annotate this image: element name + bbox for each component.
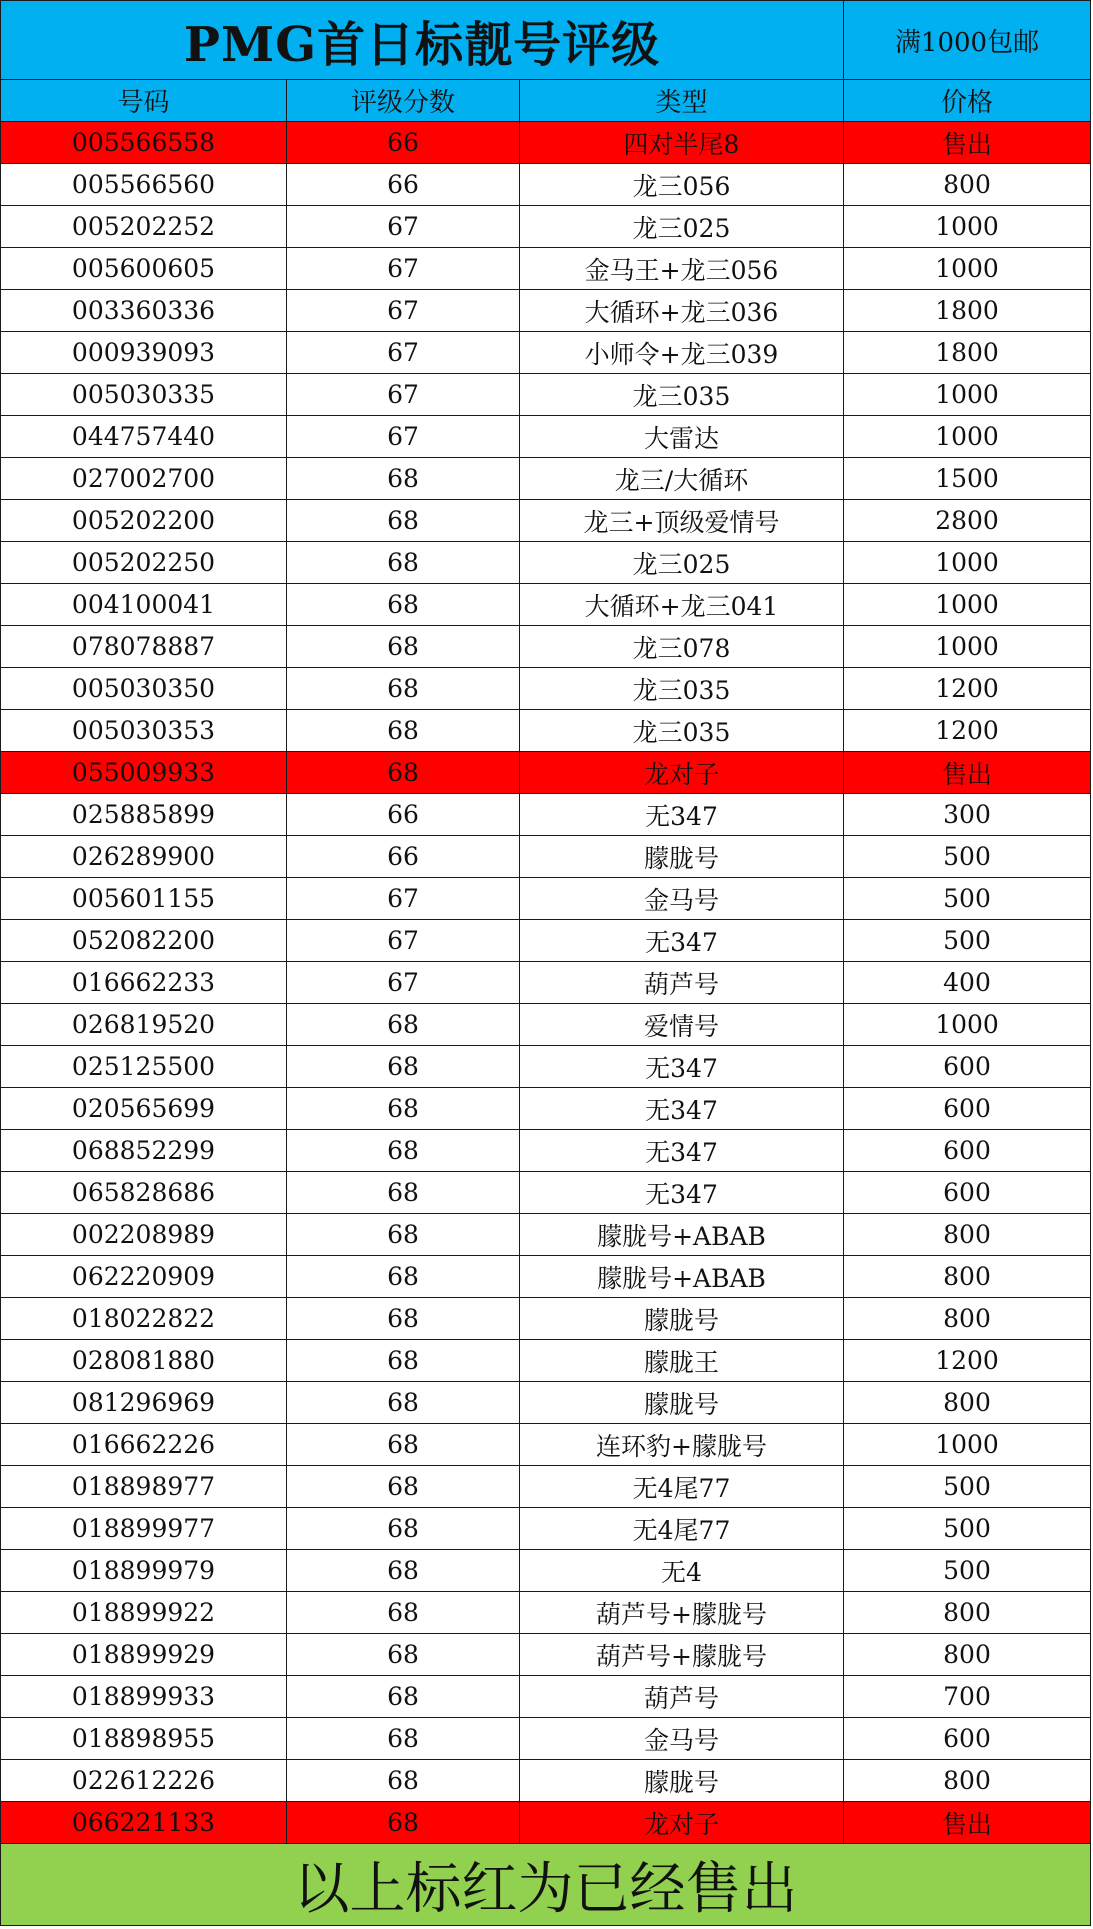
sold-legend-note: 以上标红为已经售出: [1, 1844, 1091, 1926]
cell-rating-score: 68: [287, 1298, 520, 1340]
cell-price: 600: [844, 1088, 1091, 1130]
cell-price: 1000: [844, 416, 1091, 458]
cell-phone-number: 005566558: [1, 122, 287, 164]
table-row: [1, 1214, 1091, 1256]
cell-price: 500: [844, 1466, 1091, 1508]
cell-rating-score: 67: [287, 374, 520, 416]
cell-phone-number: 018899979: [1, 1550, 287, 1592]
table-row: [1, 290, 1091, 332]
cell-number-type: 龙三035: [520, 374, 844, 416]
footer-row: [1, 1844, 1091, 1926]
cell-phone-number: 005600605: [1, 248, 287, 290]
table-row: [1, 1256, 1091, 1298]
cell-number-type: 龙对子: [520, 1802, 844, 1844]
table-row-sold: [1, 122, 1091, 164]
table-row: [1, 164, 1091, 206]
cell-number-type: 无347: [520, 920, 844, 962]
cell-phone-number: 020565699: [1, 1088, 287, 1130]
cell-number-type: 大雷达: [520, 416, 844, 458]
cell-number-type: 葫芦号: [520, 1676, 844, 1718]
table-row: [1, 374, 1091, 416]
cell-rating-score: 68: [287, 584, 520, 626]
cell-rating-score: 68: [287, 542, 520, 584]
cell-price: 800: [844, 1214, 1091, 1256]
table-row: [1, 1550, 1091, 1592]
cell-price: 2800: [844, 500, 1091, 542]
cell-phone-number: 016662233: [1, 962, 287, 1004]
cell-phone-number: 018899922: [1, 1592, 287, 1634]
cell-number-type: 朦胧号+ABAB: [520, 1214, 844, 1256]
cell-price: 700: [844, 1676, 1091, 1718]
cell-price: 1500: [844, 458, 1091, 500]
table-row: [1, 1004, 1091, 1046]
cell-number-type: 金马号: [520, 1718, 844, 1760]
cell-price: 400: [844, 962, 1091, 1004]
cell-price: 1000: [844, 248, 1091, 290]
cell-price: 500: [844, 878, 1091, 920]
cell-price: 1200: [844, 668, 1091, 710]
cell-phone-number: 018022822: [1, 1298, 287, 1340]
cell-phone-number: 044757440: [1, 416, 287, 458]
cell-rating-score: 68: [287, 1256, 520, 1298]
cell-rating-score: 66: [287, 794, 520, 836]
column-header-type: 类型: [520, 80, 844, 122]
cell-number-type: 龙三056: [520, 164, 844, 206]
table-row: [1, 416, 1091, 458]
cell-rating-score: 68: [287, 1466, 520, 1508]
cell-rating-score: 68: [287, 1004, 520, 1046]
cell-phone-number: 025125500: [1, 1046, 287, 1088]
cell-number-type: 无347: [520, 1172, 844, 1214]
cell-rating-score: 67: [287, 332, 520, 374]
table-row: [1, 1172, 1091, 1214]
cell-number-type: 四对半尾8: [520, 122, 844, 164]
cell-price: 1800: [844, 290, 1091, 332]
cell-price: 800: [844, 164, 1091, 206]
cell-number-type: 朦胧王: [520, 1340, 844, 1382]
table-row: [1, 458, 1091, 500]
cell-number-type: 爱情号: [520, 1004, 844, 1046]
cell-price: 500: [844, 836, 1091, 878]
cell-price: 1000: [844, 206, 1091, 248]
cell-phone-number: 005202252: [1, 206, 287, 248]
cell-rating-score: 68: [287, 1382, 520, 1424]
cell-number-type: 龙三035: [520, 668, 844, 710]
cell-rating-score: 67: [287, 416, 520, 458]
table-row: [1, 1592, 1091, 1634]
cell-rating-score: 68: [287, 1088, 520, 1130]
cell-price: 800: [844, 1760, 1091, 1802]
cell-rating-score: 68: [287, 710, 520, 752]
table-row: [1, 668, 1091, 710]
cell-number-type: 朦胧号: [520, 836, 844, 878]
cell-price: 售出: [844, 752, 1091, 794]
table-row: [1, 542, 1091, 584]
cell-number-type: 无4: [520, 1550, 844, 1592]
cell-rating-score: 68: [287, 1214, 520, 1256]
cell-rating-score: 68: [287, 1046, 520, 1088]
cell-rating-score: 68: [287, 1592, 520, 1634]
cell-rating-score: 68: [287, 1508, 520, 1550]
cell-price: 1200: [844, 1340, 1091, 1382]
cell-rating-score: 68: [287, 1340, 520, 1382]
table-row-sold: [1, 1802, 1091, 1844]
cell-phone-number: 065828686: [1, 1172, 287, 1214]
cell-phone-number: 004100041: [1, 584, 287, 626]
cell-rating-score: 68: [287, 1634, 520, 1676]
cell-phone-number: 025885899: [1, 794, 287, 836]
cell-rating-score: 68: [287, 500, 520, 542]
cell-rating-score: 66: [287, 122, 520, 164]
cell-rating-score: 68: [287, 1172, 520, 1214]
cell-number-type: 无347: [520, 1046, 844, 1088]
cell-phone-number: 005030335: [1, 374, 287, 416]
cell-price: 售出: [844, 1802, 1091, 1844]
cell-rating-score: 68: [287, 1130, 520, 1172]
table-row: [1, 332, 1091, 374]
cell-number-type: 龙三025: [520, 206, 844, 248]
cell-price: 1000: [844, 542, 1091, 584]
cell-phone-number: 000939093: [1, 332, 287, 374]
column-header-score: 评级分数: [287, 80, 520, 122]
cell-phone-number: 005030353: [1, 710, 287, 752]
table-row: [1, 1466, 1091, 1508]
table-row: [1, 962, 1091, 1004]
table-row: [1, 500, 1091, 542]
table-row: [1, 920, 1091, 962]
table-row: [1, 1046, 1091, 1088]
sheet-title: PMG首日标靓号评级: [1, 1, 844, 80]
cell-phone-number: 062220909: [1, 1256, 287, 1298]
cell-number-type: 朦胧号: [520, 1298, 844, 1340]
cell-price: 800: [844, 1592, 1091, 1634]
cell-price: 600: [844, 1718, 1091, 1760]
cell-number-type: 无347: [520, 1088, 844, 1130]
cell-price: 600: [844, 1130, 1091, 1172]
cell-phone-number: 018898955: [1, 1718, 287, 1760]
cell-number-type: 朦胧号: [520, 1382, 844, 1424]
cell-number-type: 龙三035: [520, 710, 844, 752]
cell-price: 1200: [844, 710, 1091, 752]
table-row: [1, 1508, 1091, 1550]
table-row-sold: [1, 752, 1091, 794]
cell-rating-score: 66: [287, 164, 520, 206]
cell-rating-score: 67: [287, 920, 520, 962]
cell-phone-number: 066221133: [1, 1802, 287, 1844]
cell-phone-number: 002208989: [1, 1214, 287, 1256]
table-row: [1, 584, 1091, 626]
cell-phone-number: 005566560: [1, 164, 287, 206]
cell-price: 500: [844, 1550, 1091, 1592]
cell-rating-score: 66: [287, 836, 520, 878]
cell-phone-number: 028081880: [1, 1340, 287, 1382]
cell-number-type: 龙三078: [520, 626, 844, 668]
cell-price: 800: [844, 1634, 1091, 1676]
table-row: [1, 1088, 1091, 1130]
column-header-row: [1, 80, 1091, 122]
cell-rating-score: 67: [287, 248, 520, 290]
table-row: [1, 1676, 1091, 1718]
cell-phone-number: 068852299: [1, 1130, 287, 1172]
cell-rating-score: 68: [287, 1802, 520, 1844]
cell-phone-number: 018899929: [1, 1634, 287, 1676]
cell-price: 售出: [844, 122, 1091, 164]
cell-rating-score: 67: [287, 878, 520, 920]
cell-rating-score: 68: [287, 1718, 520, 1760]
cell-number-type: 连环豹+朦胧号: [520, 1424, 844, 1466]
cell-price: 600: [844, 1046, 1091, 1088]
cell-rating-score: 67: [287, 962, 520, 1004]
cell-phone-number: 003360336: [1, 290, 287, 332]
cell-number-type: 朦胧号+ABAB: [520, 1256, 844, 1298]
cell-number-type: 龙三025: [520, 542, 844, 584]
cell-phone-number: 055009933: [1, 752, 287, 794]
cell-number-type: 无347: [520, 794, 844, 836]
cell-phone-number: 005030350: [1, 668, 287, 710]
table-row: [1, 878, 1091, 920]
cell-number-type: 龙三/大循环: [520, 458, 844, 500]
cell-rating-score: 68: [287, 668, 520, 710]
cell-rating-score: 67: [287, 290, 520, 332]
cell-number-type: 无4尾77: [520, 1466, 844, 1508]
cell-phone-number: 078078887: [1, 626, 287, 668]
table-row: [1, 1130, 1091, 1172]
table-row: [1, 1634, 1091, 1676]
cell-number-type: 无347: [520, 1130, 844, 1172]
table-row: [1, 626, 1091, 668]
cell-phone-number: 052082200: [1, 920, 287, 962]
table-body: [1, 1, 1091, 1926]
cell-price: 500: [844, 1508, 1091, 1550]
cell-phone-number: 005202250: [1, 542, 287, 584]
cell-price: 1000: [844, 1424, 1091, 1466]
cell-price: 600: [844, 1172, 1091, 1214]
column-header-price: 价格: [844, 80, 1091, 122]
cell-price: 1000: [844, 626, 1091, 668]
cell-phone-number: 005601155: [1, 878, 287, 920]
cell-price: 1000: [844, 584, 1091, 626]
table-row: [1, 1340, 1091, 1382]
cell-number-type: 朦胧号: [520, 1760, 844, 1802]
cell-price: 800: [844, 1298, 1091, 1340]
cell-number-type: 葫芦号: [520, 962, 844, 1004]
table-row: [1, 794, 1091, 836]
table-row: [1, 1760, 1091, 1802]
table-row: [1, 1298, 1091, 1340]
table-row: [1, 1718, 1091, 1760]
cell-rating-score: 68: [287, 1550, 520, 1592]
cell-number-type: 大循环+龙三036: [520, 290, 844, 332]
table-row: [1, 836, 1091, 878]
cell-price: 500: [844, 920, 1091, 962]
cell-rating-score: 68: [287, 1676, 520, 1718]
cell-price: 1000: [844, 1004, 1091, 1046]
cell-phone-number: 018899933: [1, 1676, 287, 1718]
cell-rating-score: 68: [287, 1424, 520, 1466]
cell-number-type: 大循环+龙三041: [520, 584, 844, 626]
cell-number-type: 龙对子: [520, 752, 844, 794]
table-row: [1, 248, 1091, 290]
cell-rating-score: 67: [287, 206, 520, 248]
cell-price: 800: [844, 1256, 1091, 1298]
shipping-note: 满1000包邮: [844, 1, 1091, 80]
cell-number-type: 金马王+龙三056: [520, 248, 844, 290]
cell-number-type: 小师令+龙三039: [520, 332, 844, 374]
cell-phone-number: 005202200: [1, 500, 287, 542]
table-row: [1, 1424, 1091, 1466]
table-row: [1, 1382, 1091, 1424]
table-row: [1, 710, 1091, 752]
column-header-code: 号码: [1, 80, 287, 122]
cell-rating-score: 68: [287, 626, 520, 668]
cell-rating-score: 68: [287, 752, 520, 794]
cell-phone-number: 016662226: [1, 1424, 287, 1466]
cell-phone-number: 022612226: [1, 1760, 287, 1802]
cell-number-type: 金马号: [520, 878, 844, 920]
table-row: [1, 206, 1091, 248]
cell-price: 300: [844, 794, 1091, 836]
cell-price: 1000: [844, 374, 1091, 416]
cell-phone-number: 026819520: [1, 1004, 287, 1046]
cell-number-type: 无4尾77: [520, 1508, 844, 1550]
cell-phone-number: 018898977: [1, 1466, 287, 1508]
cell-price: 1800: [844, 332, 1091, 374]
cell-number-type: 龙三+顶级爱情号: [520, 500, 844, 542]
cell-phone-number: 018899977: [1, 1508, 287, 1550]
cell-rating-score: 68: [287, 1760, 520, 1802]
cell-phone-number: 026289900: [1, 836, 287, 878]
cell-phone-number: 027002700: [1, 458, 287, 500]
cell-number-type: 葫芦号+朦胧号: [520, 1634, 844, 1676]
title-row: [1, 1, 1091, 80]
cell-price: 800: [844, 1382, 1091, 1424]
cell-phone-number: 081296969: [1, 1382, 287, 1424]
cell-rating-score: 68: [287, 458, 520, 500]
cell-number-type: 葫芦号+朦胧号: [520, 1592, 844, 1634]
